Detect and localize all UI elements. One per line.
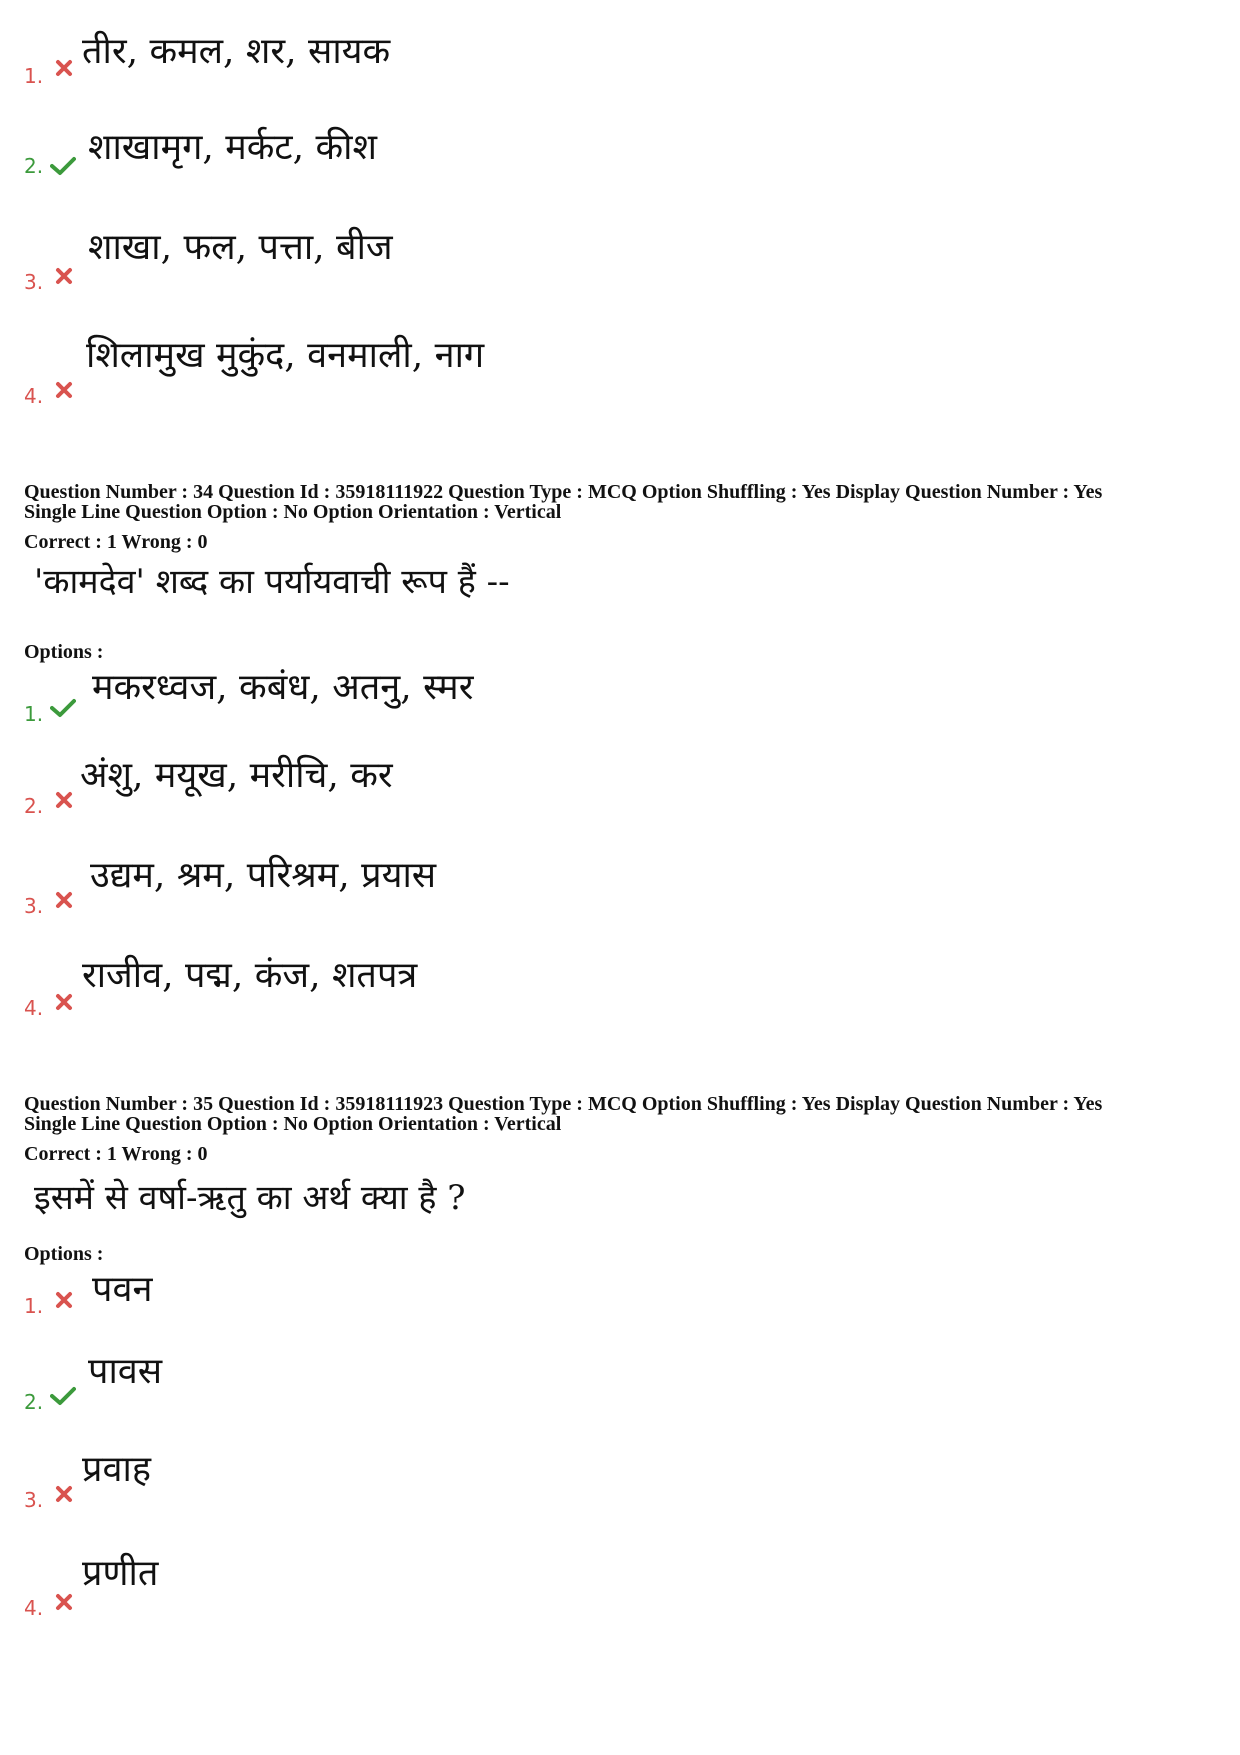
checkmark-icon <box>50 698 76 718</box>
option-text: तीर, कमल, शर, सायक <box>82 31 391 72</box>
question-meta: Question Number : 35 Question Id : 35918111923 Question Type : MCQ Option Shuffling : Yes Display Question Number : Yes <box>24 1093 1103 1115</box>
option-text: राजीव, पद्म, कंज, शतपत्र <box>82 955 418 996</box>
question-meta: Single Line Question Option : No Option Orientation : Vertical <box>24 1113 562 1135</box>
option-number: 4. <box>24 1596 44 1620</box>
option-text: प्रवाह <box>82 1449 151 1490</box>
cross-icon <box>54 1484 74 1504</box>
option-number: 2. <box>24 794 44 818</box>
question-marks: Correct : 1 Wrong : 0 <box>24 1143 208 1165</box>
question-meta: Question Number : 34 Question Id : 35918111922 Question Type : MCQ Option Shuffling : Yes Display Question Number : Yes <box>24 481 1103 503</box>
option-text: शिलामुख मुकुंद, वनमाली, नाग <box>86 335 485 376</box>
options-label: Options : <box>24 641 104 663</box>
cross-icon <box>54 890 74 910</box>
option-text: उद्यम, श्रम, परिश्रम, प्रयास <box>90 855 437 896</box>
option-number: 4. <box>24 384 44 408</box>
cross-icon <box>54 380 74 400</box>
cross-icon <box>54 58 74 78</box>
question-text: 'कामदेव' शब्द का पर्यायवाची रूप हैं -- <box>34 562 510 602</box>
option-number: 2. <box>24 154 44 178</box>
question-marks: Correct : 1 Wrong : 0 <box>24 531 208 553</box>
question-text: इसमें से वर्षा-ऋतु का अर्थ क्या है ? <box>34 1178 466 1218</box>
option-text: मकरध्वज, कबंध, अतनु, स्मर <box>92 667 474 708</box>
options-label: Options : <box>24 1243 104 1265</box>
checkmark-icon <box>50 1386 76 1406</box>
cross-icon <box>54 266 74 286</box>
cross-icon <box>54 790 74 810</box>
option-number: 1. <box>24 64 44 88</box>
option-number: 1. <box>24 702 44 726</box>
option-text: पवन <box>92 1269 153 1310</box>
option-number: 3. <box>24 1488 44 1512</box>
cross-icon <box>54 992 74 1012</box>
option-text: प्रणीत <box>82 1553 159 1594</box>
option-text: शाखामृग, मर्कट, कीश <box>88 127 377 168</box>
option-text: पावस <box>88 1351 163 1392</box>
option-number: 3. <box>24 270 44 294</box>
option-number: 3. <box>24 894 44 918</box>
checkmark-icon <box>50 156 76 176</box>
option-number: 4. <box>24 996 44 1020</box>
option-number: 1. <box>24 1294 44 1318</box>
option-text: शाखा, फल, पत्ता, बीज <box>88 227 393 268</box>
question-meta: Single Line Question Option : No Option Orientation : Vertical <box>24 501 562 523</box>
cross-icon <box>54 1592 74 1612</box>
option-text: अंशु, मयूख, मरीचि, कर <box>80 755 393 796</box>
option-number: 2. <box>24 1390 44 1414</box>
cross-icon <box>54 1290 74 1310</box>
